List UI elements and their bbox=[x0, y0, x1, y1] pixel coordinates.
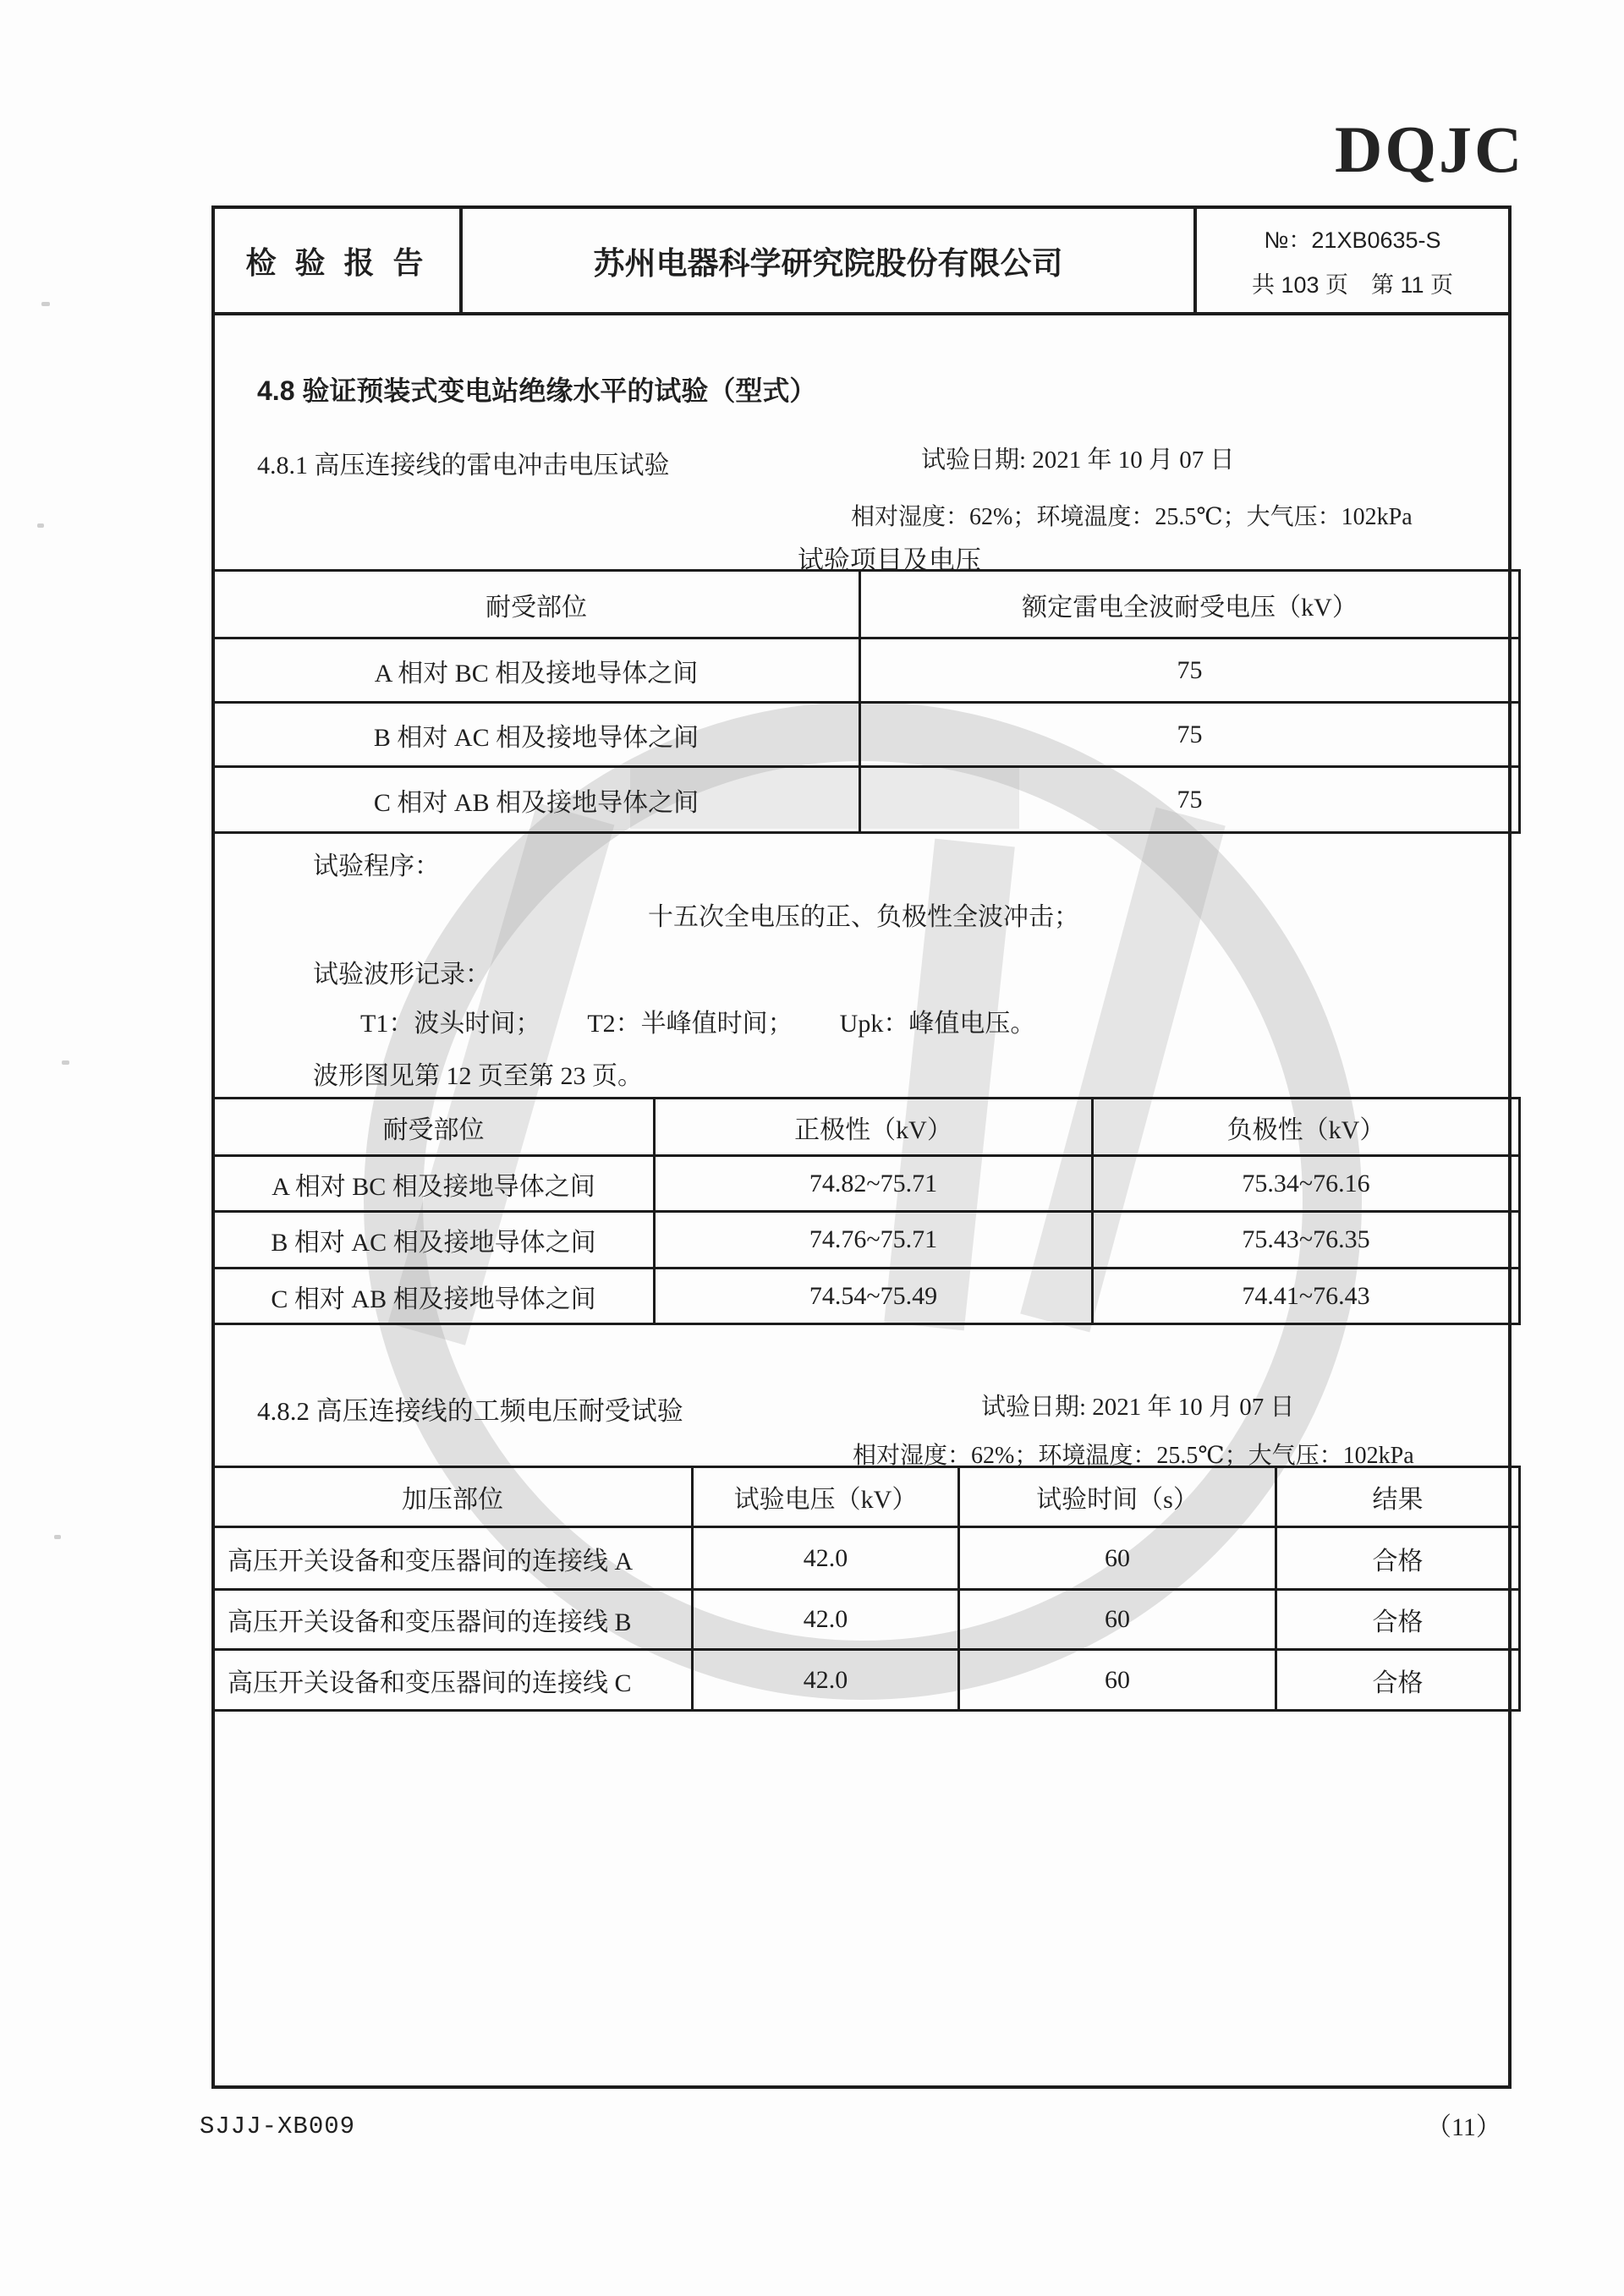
table-row bbox=[213, 1212, 1520, 1269]
procedure-label: 试验程序： bbox=[313, 852, 440, 880]
power-frequency-table bbox=[211, 1466, 1521, 1712]
table-header-row bbox=[213, 571, 1520, 638]
column-header: 额定雷电全波耐受电压（kV） bbox=[860, 571, 1520, 638]
document-frame bbox=[211, 205, 1512, 2089]
test-result: 合格 bbox=[1276, 1650, 1520, 1711]
page-count: 共 103 页 第 11 页 bbox=[1251, 272, 1454, 298]
withstand-part: C 相对 AB 相及接地导体之间 bbox=[213, 767, 860, 833]
negative-value: 75.34~76.16 bbox=[1093, 1156, 1520, 1212]
test-voltage: 42.0 bbox=[693, 1650, 959, 1711]
withstand-part: B 相对 AC 相及接地导体之间 bbox=[213, 703, 860, 767]
pressurized-part: 高压开关设备和变压器间的连接线 C bbox=[213, 1650, 693, 1711]
column-header: 耐受部位 bbox=[213, 571, 860, 638]
table-row bbox=[213, 1650, 1520, 1711]
table-row bbox=[213, 1590, 1520, 1650]
column-header: 加压部位 bbox=[213, 1467, 693, 1527]
table-row bbox=[213, 1156, 1520, 1212]
table-header-row bbox=[213, 1099, 1520, 1156]
table-row bbox=[213, 703, 1520, 767]
definition-upk: Upk：峰值电压。 bbox=[839, 1010, 1036, 1038]
table1-caption: 试验项目及电压 bbox=[798, 545, 981, 575]
table-row bbox=[213, 767, 1520, 833]
column-header: 耐受部位 bbox=[213, 1099, 655, 1156]
withstand-part: A 相对 BC 相及接地导体之间 bbox=[213, 638, 860, 703]
scan-speck bbox=[37, 523, 44, 528]
rated-voltage: 75 bbox=[860, 767, 1520, 833]
definition-t1: T1：波头时间； bbox=[360, 1010, 541, 1038]
definition-t2: T2：半峰值时间； bbox=[587, 1010, 793, 1038]
column-header: 结果 bbox=[1276, 1467, 1520, 1527]
test-duration: 60 bbox=[959, 1650, 1276, 1711]
column-header: 试验时间（s） bbox=[959, 1467, 1276, 1527]
rated-voltage: 75 bbox=[860, 638, 1520, 703]
negative-value: 74.41~76.43 bbox=[1093, 1269, 1520, 1324]
withstand-part: B 相对 AC 相及接地导体之间 bbox=[213, 1212, 655, 1269]
withstand-part: C 相对 AB 相及接地导体之间 bbox=[213, 1269, 655, 1324]
company-name: 苏州电器科学研究院股份有限公司 bbox=[593, 246, 1063, 281]
table-row bbox=[213, 1269, 1520, 1324]
pressurized-part: 高压开关设备和变压器间的连接线 A bbox=[213, 1527, 693, 1590]
positive-value: 74.54~75.49 bbox=[655, 1269, 1093, 1324]
test-duration: 60 bbox=[959, 1590, 1276, 1650]
ambient-conditions-2: 相对湿度：62%；环境温度：25.5℃；大气压：102kPa bbox=[853, 1443, 1414, 1469]
report-title-cell bbox=[215, 209, 463, 312]
company-name-cell bbox=[463, 209, 1193, 312]
test-voltage: 42.0 bbox=[693, 1590, 959, 1650]
column-header: 正极性（kV） bbox=[655, 1099, 1093, 1156]
positive-value: 74.76~75.71 bbox=[655, 1212, 1093, 1269]
column-header: 试验电压（kV） bbox=[693, 1467, 959, 1527]
waveform-note: 波形图见第 12 页至第 23 页。 bbox=[313, 1062, 643, 1090]
test-result: 合格 bbox=[1276, 1590, 1520, 1650]
pressurized-part: 高压开关设备和变压器间的连接线 B bbox=[213, 1590, 693, 1650]
withstand-part: A 相对 BC 相及接地导体之间 bbox=[213, 1156, 655, 1212]
scan-speck bbox=[41, 302, 50, 306]
rated-voltage: 75 bbox=[860, 703, 1520, 767]
test-voltage: 42.0 bbox=[693, 1527, 959, 1590]
impulse-voltage-table bbox=[211, 569, 1521, 834]
scan-speck bbox=[62, 1060, 69, 1065]
waveform-record-label: 试验波形记录： bbox=[313, 961, 491, 989]
scan-speck bbox=[54, 1535, 61, 1539]
report-header bbox=[215, 209, 1508, 315]
negative-value: 75.43~76.35 bbox=[1093, 1212, 1520, 1269]
polarity-results-table bbox=[211, 1097, 1521, 1325]
test-date-2: 试验日期: 2021 年 10 月 07 日 bbox=[981, 1394, 1295, 1421]
report-title: 检 验 报 告 bbox=[245, 244, 429, 280]
report-number: №：21XB0635-S bbox=[1264, 227, 1441, 253]
section-heading-4-8-1: 4.8.1 高压连接线的雷电冲击电压试验 bbox=[257, 452, 670, 479]
test-date-1: 试验日期: 2021 年 10 月 07 日 bbox=[921, 447, 1235, 474]
ambient-conditions-1: 相对湿度：62%；环境温度：25.5℃；大气压：102kPa bbox=[851, 504, 1413, 530]
column-header: 负极性（kV） bbox=[1093, 1099, 1520, 1156]
table-row bbox=[213, 638, 1520, 703]
table-header-row bbox=[213, 1467, 1520, 1527]
dqjc-logo: DQJC bbox=[1335, 112, 1525, 186]
document-code: SJJJ-XB009 bbox=[200, 2112, 356, 2140]
footer-page-number: （11） bbox=[1426, 2113, 1501, 2141]
waveform-definitions bbox=[360, 1002, 1035, 1039]
report-number-cell bbox=[1193, 209, 1508, 312]
test-duration: 60 bbox=[959, 1527, 1276, 1590]
section-heading-4-8: 4.8 验证预装式变电站绝缘水平的试验（型式） bbox=[257, 375, 817, 406]
positive-value: 74.82~75.71 bbox=[655, 1156, 1093, 1212]
impulse-description: 十五次全电压的正、负极性全波冲击； bbox=[648, 903, 1079, 931]
test-result: 合格 bbox=[1276, 1527, 1520, 1590]
section-heading-4-8-2: 4.8.2 高压连接线的工频电压耐受试验 bbox=[257, 1396, 683, 1426]
table-row bbox=[213, 1527, 1520, 1590]
